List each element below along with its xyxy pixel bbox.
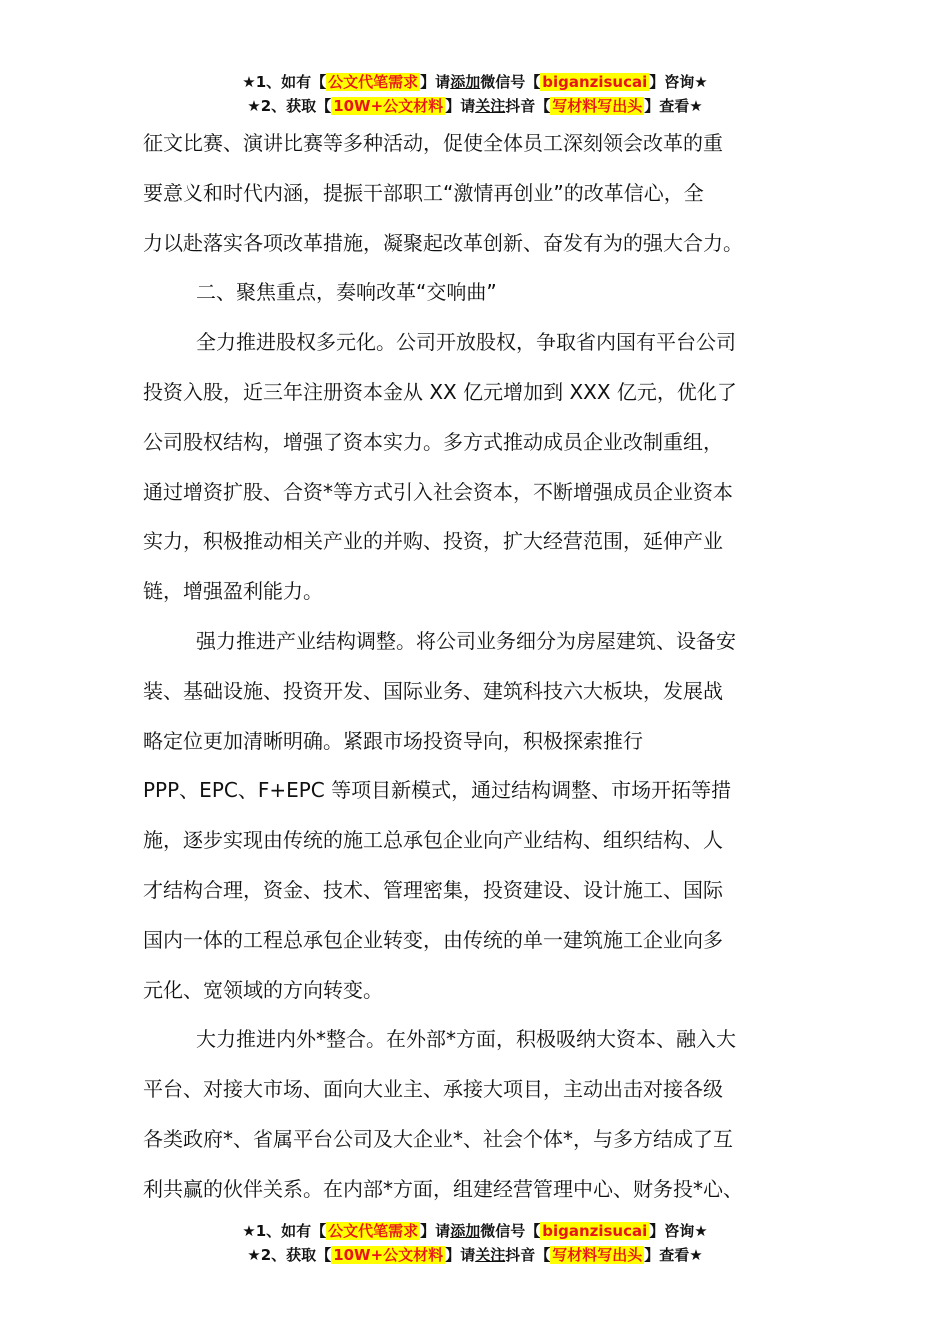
- banner-text: 】请: [420, 73, 451, 91]
- highlight-materials: 10W+公文材料: [333, 97, 444, 115]
- text-line: PPP、EPC、F+EPC 等项目新模式，通过结构调整、市场开拓等措: [143, 778, 732, 803]
- paragraph-equity: [143, 318, 808, 617]
- text-line: 施，逐步实现由传统的施工总承包企业向产业结构、组织结构、人: [143, 828, 723, 853]
- text-line: 平台、对接大市场、面向大业主、承接大项目，主动出击对接各级: [143, 1077, 723, 1102]
- text-line: 大力推进内外*整合。在外部*方面，积极吸纳大资本、融入大: [196, 1027, 736, 1052]
- text-line: 装、基础设施、投资开发、国际业务、建筑科技六大板块，发展战: [143, 678, 723, 703]
- text-line: 国内一体的工程总承包企业转变，由传统的单一建筑施工企业向多: [143, 927, 723, 952]
- top-banner: [0, 70, 950, 118]
- highlight-wechat-id: biganzisucai: [542, 73, 648, 91]
- banner-text: ★2、获取【: [247, 1246, 332, 1264]
- text-line: 元化、宽领域的方向转变。: [143, 977, 383, 1002]
- banner-text: 微信号【: [480, 1222, 541, 1240]
- banner-text: 】咨询★: [649, 73, 708, 91]
- text-line: 要意义和时代内涵，提振干部职工“激情再创业”的改革信心，全: [143, 180, 704, 205]
- banner-text: ★2、获取【: [247, 97, 332, 115]
- text-line: 才结构合理，资金、技术、管理密集，投资建设、设计施工、国际: [143, 877, 723, 902]
- highlight-service: 公文代笔需求: [328, 1222, 419, 1240]
- banner-line-2: [0, 94, 950, 118]
- document-body: [143, 119, 808, 1215]
- text-line: 全力推进股权多元化。公司开放股权，争取省内国有平台公司: [196, 330, 736, 355]
- section-heading: [143, 268, 808, 318]
- heading-line: 二、聚焦重点，奏响改革“交响曲”: [196, 280, 497, 305]
- banner-text: 】请: [445, 97, 476, 115]
- text-line: 力以赴落实各项改革措施，凝聚起改革创新、奋发有为的强大合力。: [143, 230, 743, 255]
- text-line: 公司股权结构，增强了资本实力。多方式推动成员企业改制重组，: [143, 429, 723, 454]
- highlight-materials: 10W+公文材料: [333, 1246, 444, 1264]
- banner-line-2: [0, 1243, 950, 1267]
- banner-text: 抖音【: [505, 1246, 551, 1264]
- text-line: 链，增强盈利能力。: [143, 579, 323, 604]
- text-line: 各类政府*、省属平台公司及大企业*、社会个体*，与多方结成了互: [143, 1126, 733, 1151]
- text-line: 通过增资扩股、合资*等方式引入社会资本，不断增强成员企业资本: [143, 479, 733, 504]
- banner-text: 微信号【: [480, 73, 541, 91]
- banner-line-1: [0, 1219, 950, 1243]
- highlight-service: 公文代笔需求: [328, 73, 419, 91]
- text-line: 投资入股，近三年注册资本金从 XX 亿元增加到 XXX 亿元，优化了: [143, 379, 737, 404]
- banner-line-1: [0, 70, 950, 94]
- banner-text: 】请: [420, 1222, 451, 1240]
- banner-text: 】查看★: [644, 97, 703, 115]
- banner-text: ★1、如有【: [242, 1222, 327, 1240]
- paragraph-industry: [143, 617, 808, 1015]
- paragraph-integration: [143, 1015, 808, 1214]
- highlight-douyin-id: 写材料写出头: [552, 1246, 643, 1264]
- text-line: 强力推进产业结构调整。将公司业务细分为房屋建筑、设备安: [196, 628, 736, 653]
- banner-text: 】查看★: [644, 1246, 703, 1264]
- text-line: 实力，积极推动相关产业的并购、投资，扩大经营范围，延伸产业: [143, 529, 723, 554]
- underlined-add: 添加: [450, 1222, 481, 1240]
- text-line: 征文比赛、演讲比赛等多种活动，促使全体员工深刻领会改革的重: [143, 131, 723, 155]
- banner-text: 】咨询★: [649, 1222, 708, 1240]
- banner-text: ★1、如有【: [242, 73, 327, 91]
- text-line: 利共赢的伙伴关系。在内部*方面，组建经营管理中心、财务投*心、: [143, 1176, 743, 1201]
- text-line: 略定位更加清晰明确。紧跟市场投资导向，积极探索推行: [143, 728, 643, 753]
- banner-text: 抖音【: [505, 97, 551, 115]
- bottom-banner: [0, 1219, 950, 1267]
- highlight-douyin-id: 写材料写出头: [552, 97, 643, 115]
- banner-text: 】请: [445, 1246, 476, 1264]
- underlined-follow: 关注: [475, 97, 506, 115]
- underlined-follow: 关注: [475, 1246, 506, 1264]
- underlined-add: 添加: [450, 73, 481, 91]
- paragraph-intro-continued: [143, 119, 808, 268]
- highlight-wechat-id: biganzisucai: [542, 1222, 648, 1240]
